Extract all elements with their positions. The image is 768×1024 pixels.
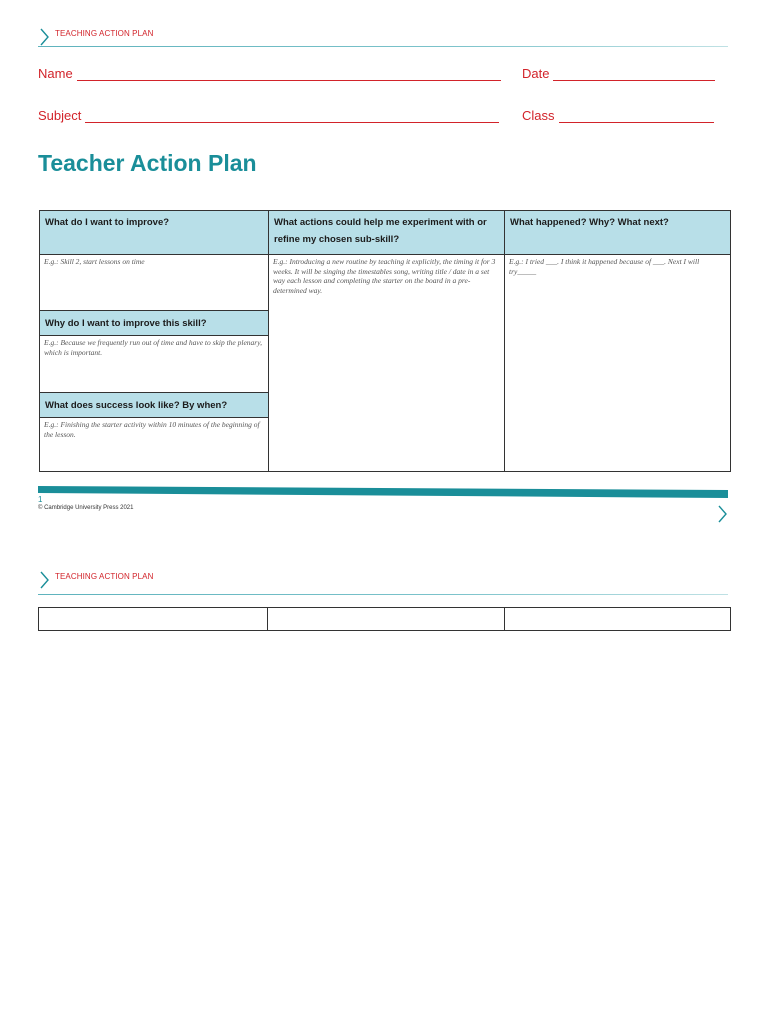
subject-field[interactable] — [38, 108, 499, 123]
outcome-example[interactable]: E.g.: I tried ___. I think it happened because of ___. Next I will try_____ — [509, 257, 700, 276]
header-rule — [38, 46, 728, 47]
column-actions — [269, 211, 505, 472]
subject-line[interactable] — [85, 111, 499, 123]
continuation-cell[interactable] — [505, 608, 731, 631]
improve-example[interactable]: E.g.: Skill 2, start lessons on time — [44, 257, 145, 266]
outcome-header: What happened? Why? What next? — [505, 211, 730, 255]
success-header: What does success look like? By when? — [40, 392, 268, 418]
page-header — [38, 27, 728, 51]
copyright: © Cambridge University Press 2021 — [38, 505, 134, 511]
actions-header: What actions could help me experiment with or refine my chosen sub-skill? — [269, 211, 504, 255]
name-field[interactable] — [38, 66, 501, 81]
improve-header: What do I want to improve? — [40, 211, 268, 255]
class-label: Class — [522, 108, 555, 123]
name-label: Name — [38, 66, 73, 81]
success-example[interactable]: E.g.: Finishing the starter activity within 10 minutes of the beginning of the lesson. — [44, 420, 260, 439]
class-line[interactable] — [559, 111, 714, 123]
actions-example[interactable]: E.g.: Introducing a new routine by teaching it explicitly, the timing it for 3 weeks. It will be singing the timestables song, writing title / date in a set way each lesson and completing the starter on the board in a pre-determined way. — [273, 257, 496, 295]
page-title: Teacher Action Plan — [38, 150, 257, 176]
header-rule — [38, 594, 728, 595]
header-label: TEACHING ACTION PLAN — [55, 29, 154, 38]
action-plan-table — [39, 210, 731, 472]
continuation-cell[interactable] — [268, 608, 505, 631]
continuation-cell[interactable] — [39, 608, 268, 631]
class-field[interactable] — [522, 108, 714, 123]
chevron-right-icon — [38, 570, 50, 590]
chevron-right-icon — [38, 27, 50, 47]
page-number: 1 — [38, 495, 43, 504]
page-header-2 — [38, 570, 728, 594]
column-outcome — [505, 211, 731, 472]
name-line[interactable] — [77, 69, 501, 81]
why-header: Why do I want to improve this skill? — [40, 310, 268, 336]
why-example[interactable]: E.g.: Because we frequently run out of time and have to skip the plenary, which is important. — [44, 338, 263, 357]
chevron-right-icon — [716, 504, 728, 524]
date-line[interactable] — [553, 69, 715, 81]
date-label: Date — [522, 66, 550, 81]
date-field[interactable] — [522, 66, 715, 81]
continuation-table — [38, 607, 731, 631]
subject-label: Subject — [38, 108, 82, 123]
column-improvement — [40, 211, 269, 472]
footer-bar — [38, 486, 728, 498]
header-label: TEACHING ACTION PLAN — [55, 572, 154, 581]
